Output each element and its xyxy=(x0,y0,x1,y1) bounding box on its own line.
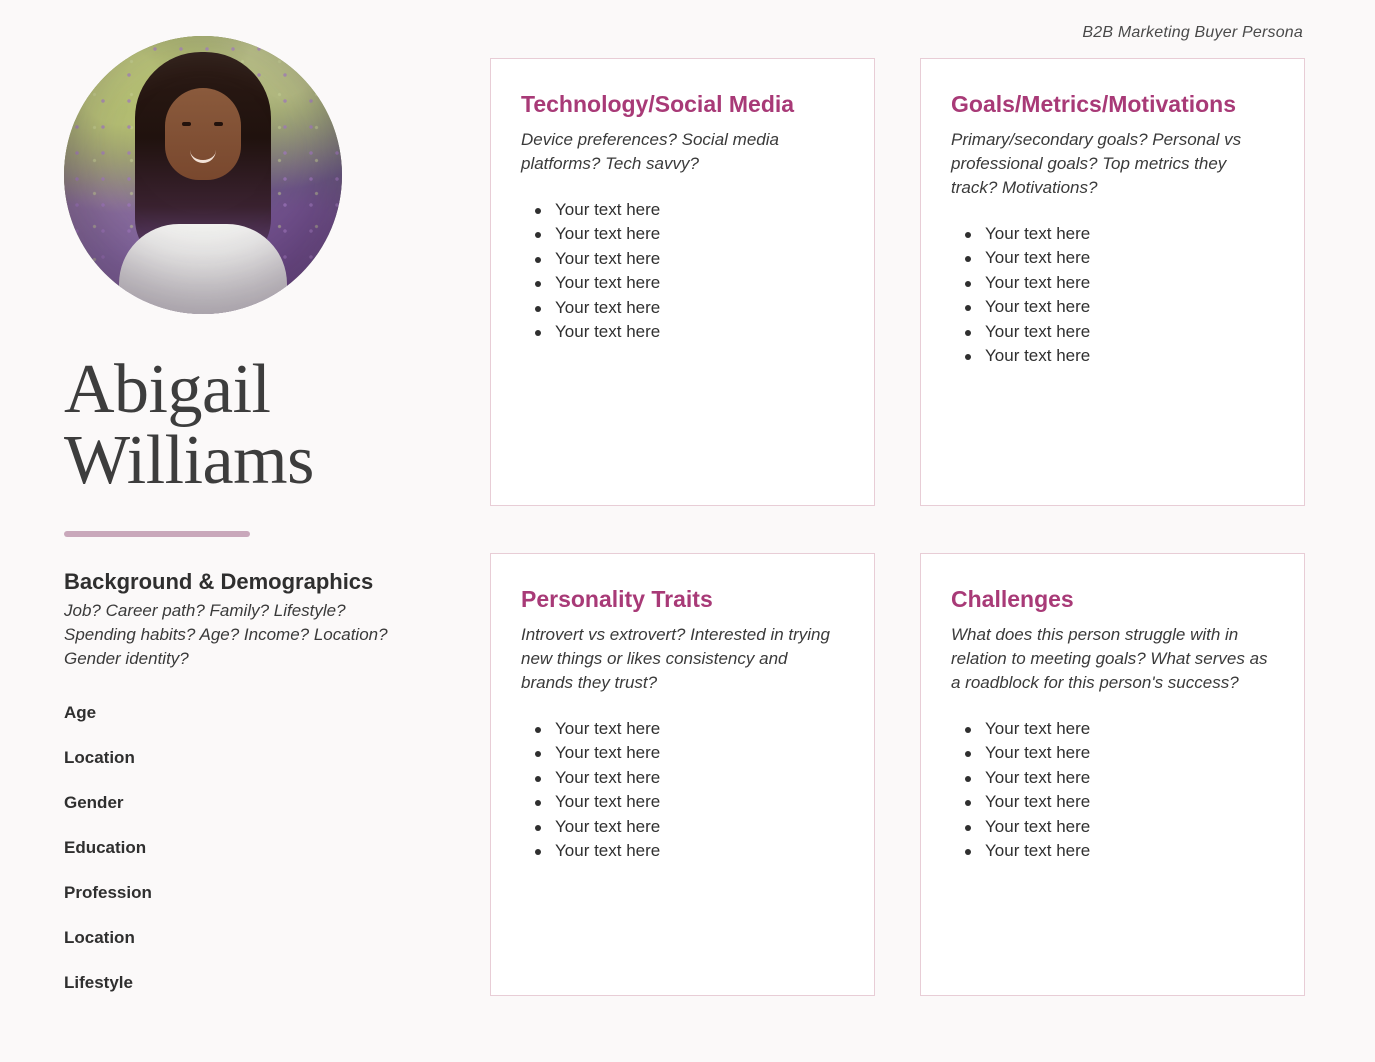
list-item: Location xyxy=(64,928,135,948)
card-prompt: Device preferences? Social media platforms? Tech savvy? xyxy=(521,129,779,173)
card-challenges xyxy=(920,553,1305,996)
list-item: Your text here xyxy=(555,247,844,271)
list-item: Your text here xyxy=(555,741,844,765)
card-title: Goals/Metrics/Motivations xyxy=(951,91,1237,117)
list-item: Your text here xyxy=(985,320,1274,344)
list-item: Your text here xyxy=(555,790,844,814)
list-item: Lifestyle xyxy=(64,973,133,993)
list-item: Your text here xyxy=(555,815,844,839)
list-item: Your text here xyxy=(985,790,1274,814)
list-item: Your text here xyxy=(985,344,1274,368)
accent-divider xyxy=(64,531,250,537)
persona-name xyxy=(64,351,444,500)
card-bullet-list xyxy=(521,717,844,864)
persona-profile-column xyxy=(64,36,444,1018)
card-goals-metrics-motivations xyxy=(920,58,1305,506)
list-item: Your text here xyxy=(985,766,1274,790)
list-item: Education xyxy=(64,838,147,858)
list-item: Location xyxy=(64,748,135,768)
list-item: Your text here xyxy=(555,717,844,741)
card-prompt: What does this person struggle with in relation to meeting goals? What serves as a roadblock for this person's success? xyxy=(951,624,1268,692)
card-bullet-list xyxy=(951,717,1274,864)
persona-first-name: Abigail xyxy=(64,351,271,428)
list-item: Your text here xyxy=(985,815,1274,839)
card-title: Challenges xyxy=(951,586,1074,612)
card-bullet-list xyxy=(521,198,844,345)
card-title: Technology/Social Media xyxy=(521,91,795,117)
persona-avatar xyxy=(64,36,342,314)
document-header-note: B2B Marketing Buyer Persona xyxy=(1082,24,1303,41)
card-prompt: Primary/secondary goals? Personal vs professional goals? Top metrics they track? Motivations? xyxy=(951,129,1242,197)
demographics-field-list xyxy=(64,703,444,993)
list-item: Your text here xyxy=(555,271,844,295)
list-item: Your text here xyxy=(985,295,1274,319)
card-bullet-list xyxy=(951,222,1274,369)
list-item: Your text here xyxy=(985,222,1274,246)
list-item: Your text here xyxy=(985,246,1274,270)
list-item: Your text here xyxy=(555,839,844,863)
list-item: Your text here xyxy=(985,839,1274,863)
list-item: Your text here xyxy=(555,766,844,790)
background-section-prompt: Job? Career path? Family? Lifestyle? Spending habits? Age? Income? Location? Gender identity? xyxy=(64,600,388,669)
list-item: Age xyxy=(64,703,97,723)
list-item: Your text here xyxy=(555,222,844,246)
card-title: Personality Traits xyxy=(521,586,713,612)
background-section-title: Background & Demographics xyxy=(64,568,374,594)
list-item: Profession xyxy=(64,883,152,903)
list-item: Your text here xyxy=(555,296,844,320)
list-item: Gender xyxy=(64,793,124,813)
card-prompt: Introvert vs extrovert? Interested in trying new things or likes consistency and brands they trust? xyxy=(521,624,830,692)
list-item: Your text here xyxy=(985,271,1274,295)
list-item: Your text here xyxy=(985,717,1274,741)
card-personality-traits xyxy=(490,553,875,996)
card-technology-social-media xyxy=(490,58,875,506)
avatar-vignette xyxy=(64,36,342,314)
list-item: Your text here xyxy=(555,320,844,344)
list-item: Your text here xyxy=(555,198,844,222)
list-item: Your text here xyxy=(985,741,1274,765)
persona-last-name: Williams xyxy=(64,422,314,500)
